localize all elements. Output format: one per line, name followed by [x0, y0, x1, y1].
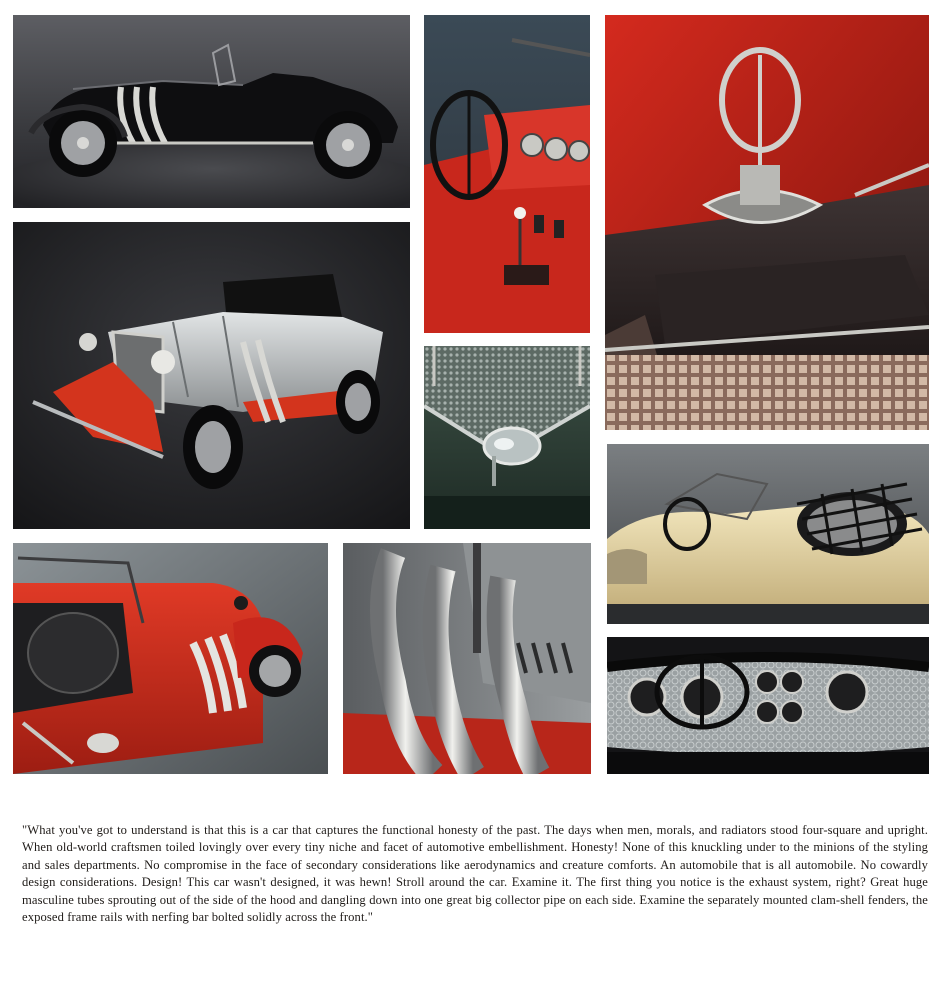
photo-dashboard-gauges — [607, 637, 929, 774]
photo-black-roadster-side — [13, 15, 410, 208]
photo-headlight-grille-closeup — [424, 346, 590, 529]
photo-cream-roadster-luggage-rack — [607, 444, 929, 624]
body-text-quote: "What you've got to understand is that this is a car that captures the functional honesty of the past. The days when men, morals, and radiators stood four-square and upright. When old-world craftsmen toiled lovingly over every tiny niche and facet of automotive embellishment. Honesty! None of this knuckling under to the minions of the styling and sales departments. No compromise in the face of secondary considerations like aerodynamics and creature comforts. An automobile that is all automobile. No cowardly design considerations. Design! This car wasn't designed, it was hewn! Stroll around the car. Examine it. The first thing you notice is the exhaust system, right? Great huge masculine tubes sprouting out of the side of the hood and dangling down into one great big collector pipe on each side. Examine the separately mounted clam-shell fenders, the exposed frame rails with nerfing bar bolted solidly across the front." — [22, 823, 928, 925]
photo-red-interior-dashboard — [424, 15, 590, 333]
photo-exhaust-pipes-closeup — [343, 543, 591, 774]
photo-silver-car-front-three-quarter — [13, 222, 410, 529]
photo-hood-ornament-grille — [605, 15, 929, 430]
photo-red-car-side-exhaust — [13, 543, 328, 774]
